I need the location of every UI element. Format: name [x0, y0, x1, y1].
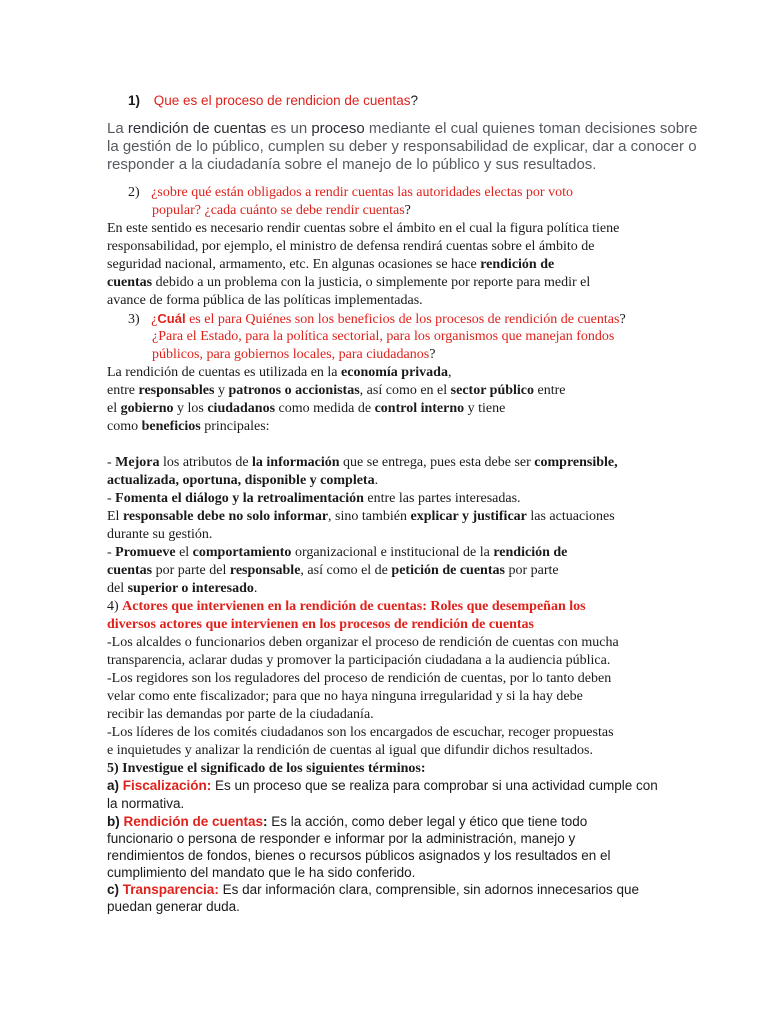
term-b: b) Rendición de cuentas: Es la acción, como deber legal y ético que tiene todo	[107, 814, 588, 829]
answer-2-line: En este sentido es necesario rendir cuentas sobre el ámbito en el cual la figura política tiene	[107, 221, 620, 236]
question-3-cont: ¿Para el Estado, para la política sectorial, para los organismos que manejan fondos	[152, 329, 615, 344]
term-b-cont: rendimientos de fondos, bienes o recursos públicos asignados y los resultados en el	[107, 848, 611, 863]
answer-3-line: entre responsables y patronos o accionistas, así como en el sector público entre	[107, 383, 566, 398]
question-2	[128, 184, 573, 202]
term-b-cont: cumplimiento del mandato que le ha sido conferido.	[107, 865, 416, 880]
question-3-cont: públicos, para gobiernos locales, para ciudadanos?	[152, 347, 436, 362]
answer-3-line: actualizada, oportuna, disponible y completa.	[107, 473, 379, 488]
answer-2-line: seguridad nacional, armamento, etc. En algunas ocasiones se hace rendición de	[107, 257, 555, 272]
question-number: 3)	[128, 312, 140, 327]
question-3: 3) ¿Cuál es el para Quiénes son los beneficios de los procesos de rendición de cuentas?	[128, 311, 626, 327]
question-number: 4)	[107, 599, 123, 614]
question-2-cont: popular? ¿cada cuánto se debe rendir cuentas?	[152, 203, 411, 218]
answer-3-line: El responsable debe no solo informar, sino también explicar y justificar las actuaciones	[107, 509, 615, 524]
term-b-cont: funcionario o persona de responder e informar por la administración, manejo y	[107, 831, 576, 846]
answer-3-line: cuentas por parte del responsable, así como el de petición de cuentas por parte	[107, 563, 559, 578]
answer-2-line: avance de forma pública de las políticas implementadas.	[107, 293, 423, 308]
answer-3-line: durante su gestión.	[107, 527, 213, 542]
question-text: ¿sobre qué están obligados a rendir cuentas las autoridades electas por voto	[151, 185, 573, 200]
answer-1-line: La rendición de cuentas es un proceso mediante el cual quienes toman decisiones sobre	[107, 120, 698, 137]
question-4: 4) Actores que intervienen en la rendición de cuentas: Roles que desempeñan los	[107, 599, 586, 614]
question-1: 1) Que es el proceso de rendicion de cuentas?	[128, 93, 418, 108]
answer-4-line: -Los regidores son los reguladores del proceso de rendición de cuentas, por lo tanto deben	[107, 671, 612, 686]
question-4-cont: diversos actores que intervienen en los procesos de rendición de cuentas	[107, 617, 534, 632]
question-number: 2)	[128, 185, 140, 200]
answer-3-line: - Fomenta el diálogo y la retroalimentación entre las partes interesadas.	[107, 491, 521, 506]
answer-3-line: el gobierno y los ciudadanos como medida de control interno y tiene	[107, 401, 506, 416]
answer-3-line: del superior o interesado.	[107, 581, 258, 596]
answer-4-line: -Los líderes de los comités ciudadanos son los encargados de escuchar, recoger propuestas	[107, 725, 614, 740]
question-number: 1)	[128, 93, 141, 108]
term-c-cont: puedan generar duda.	[107, 899, 240, 914]
answer-4-line: recibir las demandas por parte de la ciudadanía.	[107, 707, 374, 722]
question-text: Que es el proceso de rendicion de cuentas	[153, 93, 411, 108]
term-c: c) Transparencia: Es dar información clara, comprensible, sin adornos innecesarios que	[107, 882, 640, 897]
term-a: a) Fiscalización: Es un proceso que se realiza para comprobar si una actividad cumple con	[107, 778, 658, 793]
answer-3-line: - Mejora los atributos de la información que se entrega, pues esta debe ser comprensible,	[107, 455, 618, 470]
term-a-cont: la normativa.	[107, 796, 185, 811]
answer-3-line: La rendición de cuentas es utilizada en la economía privada,	[107, 365, 452, 380]
answer-4-line: -Los alcaldes o funcionarios deben organizar el proceso de rendición de cuentas con mucha	[107, 635, 619, 650]
answer-1-line: responder a la ciudadanía sobre el manejo de lo público y sus resultados.	[107, 156, 597, 173]
answer-2-line: responsabilidad, por ejemplo, el ministro de defensa rendirá cuentas sobre el ámbito de	[107, 239, 595, 254]
answer-1-line: la gestión de lo público, cumplen su deber y responsabilidad de explicar, dar a conocer o	[107, 138, 697, 155]
answer-4-line: e inquietudes y analizar la rendición de cuentas al igual que difundir dichos resultados.	[107, 743, 593, 758]
answer-3-line: como beneficios principales:	[107, 419, 270, 434]
question-5: 5) Investigue el significado de los siguientes términos:	[107, 761, 426, 776]
answer-3-line: - Promueve el comportamiento organizacional e institucional de la rendición de	[107, 545, 568, 560]
answer-2-line: cuentas debido a un problema con la justicia, o simplemente por reporte para medir el	[107, 275, 591, 290]
answer-4-line: velar como ente fiscalizador; para que no haya ninguna irregularidad y si la hay debe	[107, 689, 583, 704]
answer-4-line: transparencia, aclarar dudas y promover la participación ciudadana a la audiencia pública.	[107, 653, 611, 668]
